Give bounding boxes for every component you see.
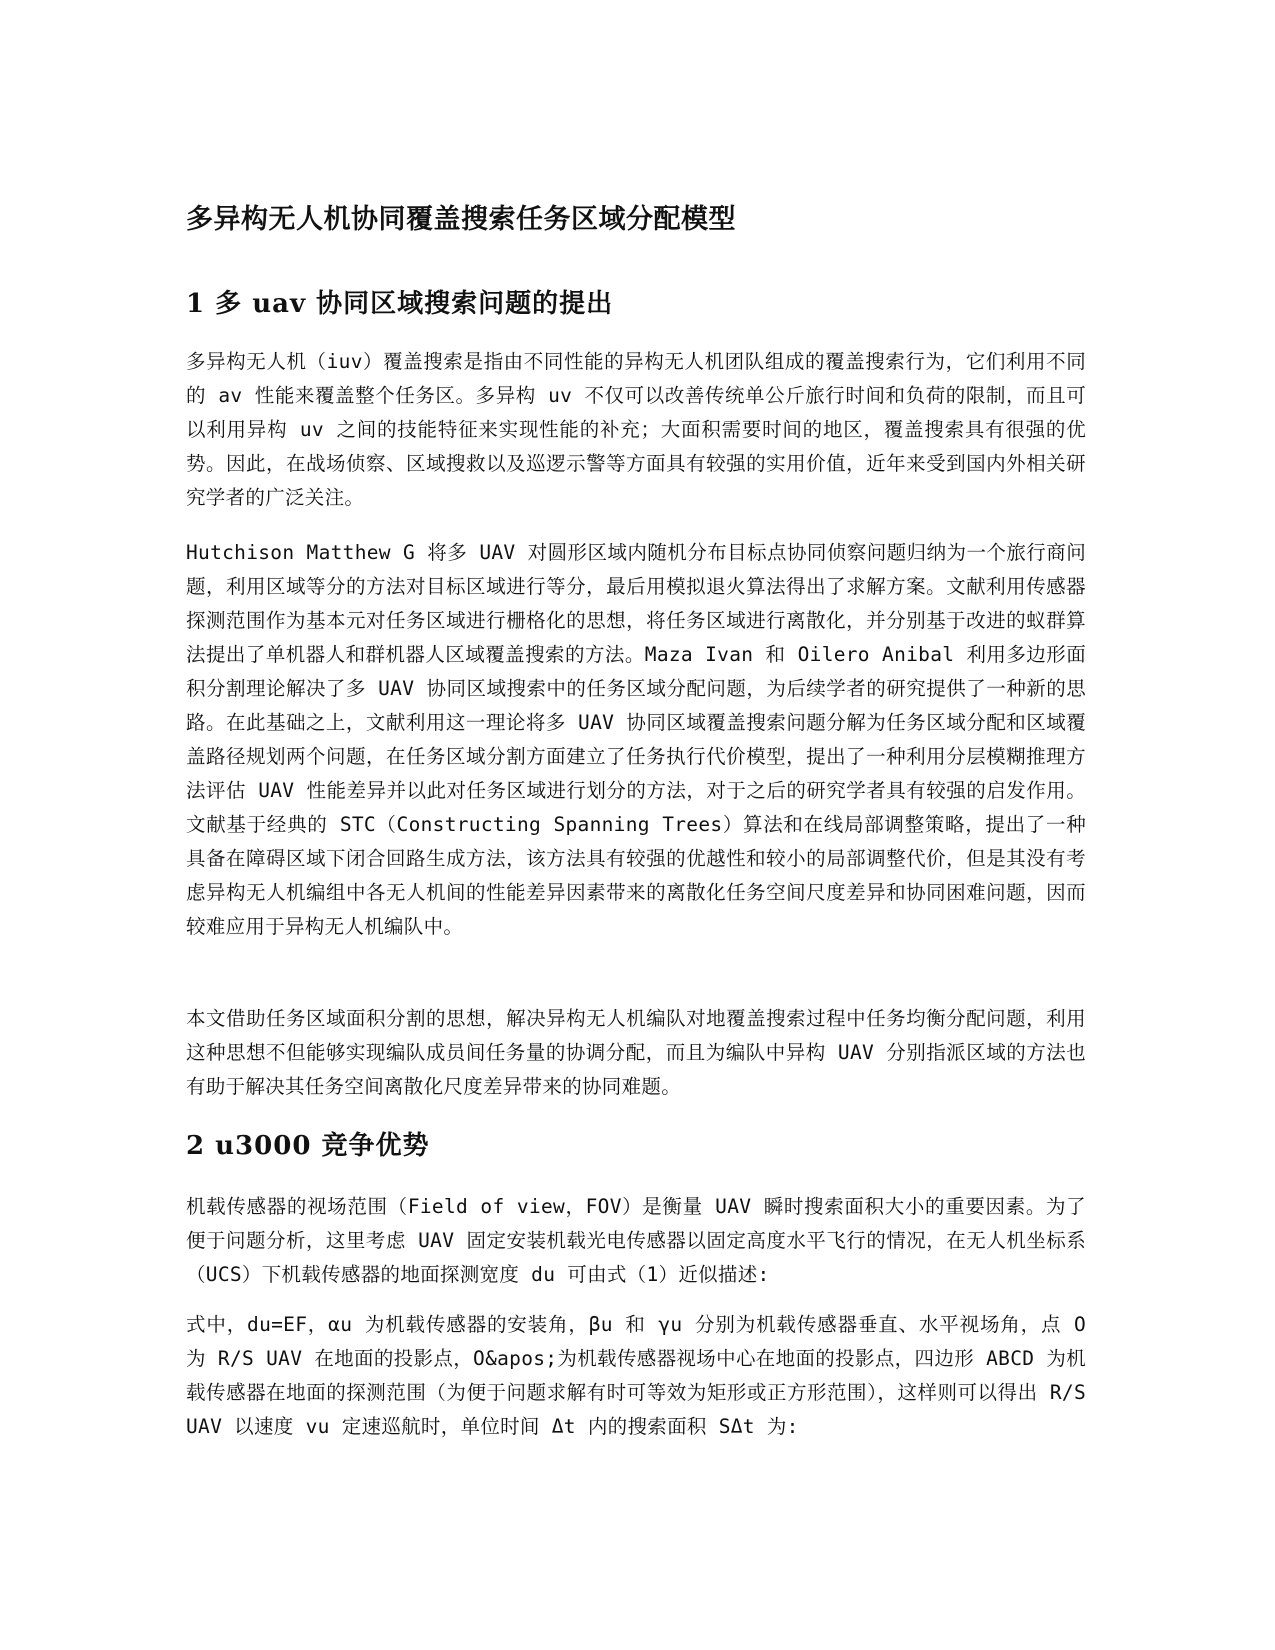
section-1-paragraph-2: Hutchison Matthew G 将多 UAV 对圆形区域内随机分布目标点协同侦察问题归纳为一个旅行商问题，利用区域等分的方法对目标区域进行等分，最后用模拟退火算法得出了求解方案。文献利用传感器探测范围作为基本元对任务区域进行栅格化的思想，将任务区域进行离散化，并分别基于改进的蚁群算法提出了单机器人和群机器人区域覆盖搜索的方法。Maza Ivan 和 Oilero Anibal 利用多边形面积分割理论解决了多 UAV 协同区域搜索中的任务区域分配问题，为后续学者的研究提供了一种新的思路。在此基础之上，文献利用这一理论将多 UAV 协同区域覆盖搜索问题分解为任务区域分配和区域覆盖路径规划两个问题，在任务区域分割方面建立了任务执行代价模型，提出了一种利用分层模糊推理方法评估 UAV 性能差异并以此对任务区域进行划分的方法，对于之后的研究学者具有较强的启发作用。文献基于经典的 STC（Constructing Spanning Trees）算法和在线局部调整策略，提出了一种具备在障碍区域下闭合回路生成方法，该方法具有较强的优越性和较小的局部调整代价，但是其没有考虑异构无人机编组中各无人机间的性能差异因素带来的离散化任务空间尺度差异和协同困难问题，因而较难应用于异构无人机编队中。: [186, 541, 1086, 938]
section-1-paragraph-3: 本文借助任务区域面积分割的思想，解决异构无人机编队对地覆盖搜索过程中任务均衡分配问题，利用这种思想不但能够实现编队成员间任务量的协调分配，而且为编队中异构 UAV 分别指派区域的方法也有助于解决其任务空间离散化尺度差异带来的协同难题。: [186, 1007, 1086, 1098]
section-2-heading: 2 u3000 竞争优势: [186, 1131, 430, 1161]
section-2-paragraph-2: 式中，du=EF，αu 为机载传感器的安装角，βu 和 γu 分别为机载传感器垂直、水平视场角，点 O 为 R/S UAV 在地面的投影点，O&apos;为机载传感器视场中心在地面的投影点，四边形 ABCD 为机载传感器在地面的探测范围（为便于问题求解有时可等效为矩形或正方形范围），这样则可以得出 R/S UAV 以速度 vu 定速巡航时，单位时间 Δt 内的搜索面积 SΔt 为:: [186, 1313, 1086, 1438]
section-2-paragraph-1: 机载传感器的视场范围（Field of view，FOV）是衡量 UAV 瞬时搜索面积大小的重要因素。为了便于问题分析，这里考虑 UAV 固定安装机载光电传感器以固定高度水平飞行的情况，在无人机坐标系（UCS）下机载传感器的地面探测宽度 du 可由式（1）近似描述:: [186, 1195, 1086, 1286]
document-title: 多异构无人机协同覆盖搜索任务区域分配模型: [186, 204, 736, 235]
section-1-paragraph-1: 多异构无人机（iuv）覆盖搜索是指由不同性能的异构无人机团队组成的覆盖搜索行为，它们利用不同的 av 性能来覆盖整个任务区。多异构 uv 不仅可以改善传统单公斤旅行时间和负荷的限制，而且可以利用异构 uv 之间的技能特征来实现性能的补充；大面积需要时间的地区，覆盖搜索具有很强的优势。因此，在战场侦察、区域搜救以及巡逻示警等方面具有较强的实用价值，近年来受到国内外相关研究学者的广泛关注。: [186, 350, 1086, 509]
section-1-heading: 1 多 uav 协同区域搜索问题的提出: [186, 289, 614, 319]
